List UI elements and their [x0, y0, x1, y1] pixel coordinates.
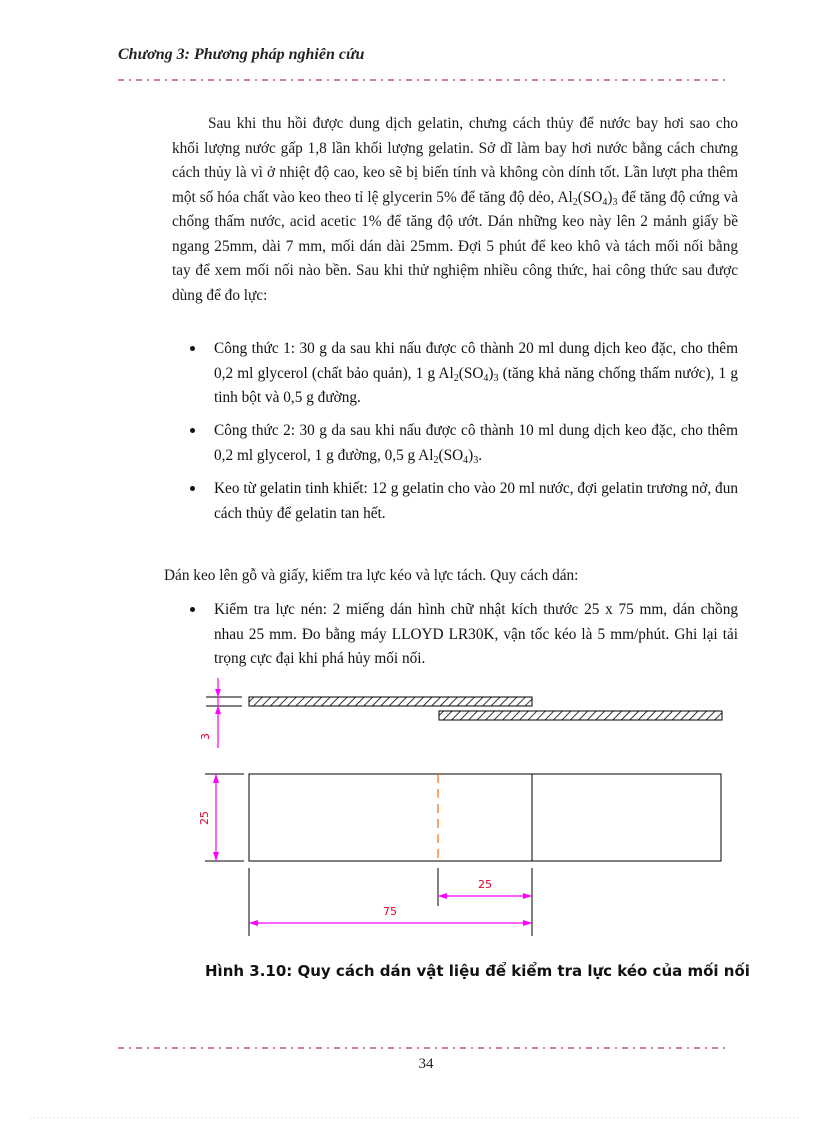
upper-strip	[249, 697, 532, 706]
dim-thickness-label: 3	[199, 733, 212, 740]
list-item: Công thức 2: 30 g da sau khi nấu được cô thành 10 ml dung dịch keo đặc, cho thêm 0,2 ml glycerol, 1 g đường, 0,5 g $Al_2(SO_4)_3$.	[214, 422, 738, 466]
test-intro: Dán keo lên gỗ và giấy, kiểm tra lực kéo và lực tách. Quy cách dán:	[164, 567, 579, 584]
footer-divider	[118, 1046, 728, 1050]
page-number: 34	[418, 1056, 434, 1072]
list-item: Công thức 1: 30 g da sau khi nấu được cô thành 20 ml dung dịch keo đặc, cho thêm 0,2 ml glycerol (chất bảo quản), 1 g $Al_2(SO_4)_3$ (tăng khả năng chống thấm nước), 1 g tinh bột và 0,5 g đường.	[214, 340, 738, 406]
intro-paragraph: Sau khi thu hồi được dung dịch gelatin, chưng cách thủy để nước bay hơi sao cho khối lượng nước gấp 1,8 lần khối lượng gelatin. Sở dĩ làm bay hơi nước bằng cách chưng cách thủy là vì ở nhiệt độ cao, keo sẽ bị biến tính và không còn dính tốt. Lần lượt pha thêm một số hóa chất vào keo theo tỉ lệ glycerin 5% để tăng độ dẻo, $Al_2(SO_4)_3$ để tăng độ cứng và chống thấm nước, acid acetic 1% để tăng độ ướt. Dán những keo này lên 2 mảnh giấy bề ngang 25mm, dài 7 mm, mối dán dài 25mm. Đợi 5 phút để keo khô và tách mối nối bằng tay để xem mối nối nào bền. Sau khi thử nghiệm nhiều công thức, hai công thức sau được dùng để đo lực:	[172, 115, 738, 304]
top-view-outline	[249, 774, 721, 861]
dim-length-label: 75	[383, 905, 397, 918]
list-item: Kiểm tra lực nén: 2 miếng dán hình chữ nhật kích thước 25 x 75 mm, dán chồng nhau 25 mm. Đo bằng máy LLOYD LR30K, vận tốc kéo là 5 mm/phút. Ghi lại tải trọng cực đại khi phá hủy mối nối.	[214, 601, 738, 667]
lower-strip	[439, 711, 722, 720]
dim-overlap-label: 25	[478, 878, 492, 891]
figure-caption: Hình 3.10: Quy cách dán vật liệu để kiểm tra lực kéo của mối nối	[205, 962, 750, 980]
page-bottom-border	[0, 1117, 816, 1119]
chapter-header: Chương 3: Phương pháp nghiên cứu	[118, 46, 365, 63]
dim-width-label: 25	[198, 811, 211, 825]
list-item: Keo từ gelatin tinh khiết: 12 g gelatin cho vào 20 ml nước, đợi gelatin trương nở, đun cách thủy để gelatin tan hết.	[214, 480, 738, 522]
